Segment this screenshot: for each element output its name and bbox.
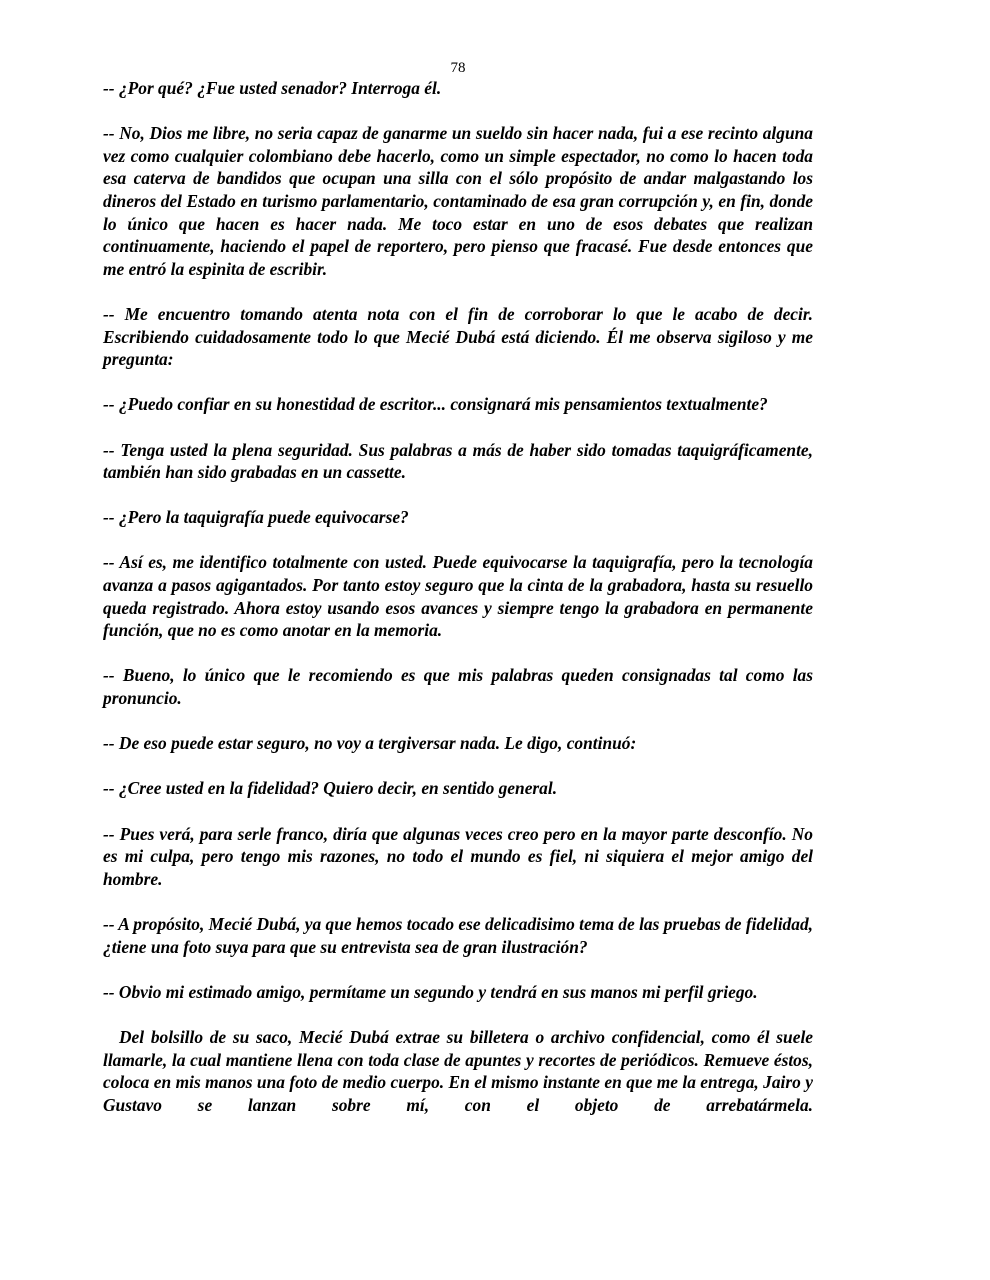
paragraph: -- Tenga usted la plena seguridad. Sus palabras a más de haber sido tomadas taquigráficamente, también han sido grabadas en un cassette. xyxy=(103,439,813,483)
paragraph: -- ¿Cree usted en la fidelidad? Quiero decir, en sentido general. xyxy=(103,778,558,799)
paragraph: -- Me encuentro tomando atenta nota con el fin de corroborar lo que le acabo de decir. Escribiendo cuidadosamente todo lo que Mecié Dubá está diciendo. Él me observa sigiloso y me pregunta: xyxy=(103,303,813,370)
paragraph: -- Pues verá, para serle franco, diría que algunas veces creo pero en la mayor parte desconfío. No es mi culpa, pero tengo mis razones, no todo el mundo es fiel, ni siquiera el mejor amigo del hombre. xyxy=(103,823,813,889)
paragraph: Del bolsillo de su saco, Mecié Dubá extrae su billetera o archivo confidencial, como él suele llamarle, la cual mantiene llena con toda clase de apuntes y recortes de periódicos. Remueve éstos, coloca en mis manos una foto de medio cuerpo. En el mismo instante en que me la entrega, Jairo y Gustavo se lanzan sobre mí, con el objeto de arrebatármela. xyxy=(103,1026,813,1115)
paragraph: -- ¿Por qué? ¿Fue usted senador? Interroga él. xyxy=(103,78,442,98)
paragraph: -- Obvio mi estimado amigo, permítame un segundo y tendrá en sus manos mi perfil griego. xyxy=(103,981,758,1002)
paragraph: -- Así es, me identifico totalmente con usted. Puede equivocarse la taquigrafía, pero la tecnología avanza a pasos agigantados. Por tanto estoy seguro que la cinta de la grabadora, hasta su resuello queda registrado. Ahora estoy usando esos avances y siempre tengo la grabadora en permanente función, que no es como anotar en la memoria. xyxy=(103,552,813,641)
paragraph: -- A propósito, Mecié Dubá, ya que hemos tocado ese delicadisimo tema de las pruebas de fidelidad, ¿tiene una foto suya para que su entrevista sea de gran ilustración? xyxy=(103,913,813,957)
paragraph: -- ¿Puedo confiar en su honestidad de escritor... consignará mis pensamientos textualmente? xyxy=(103,394,768,415)
paragraph: -- Bueno, lo único que le recomiendo es que mis palabras queden consignadas tal como las pronuncio. xyxy=(103,665,813,709)
paragraph: -- ¿Pero la taquigrafía puede equivocarse? xyxy=(103,507,409,528)
paragraph: -- De eso puede estar seguro, no voy a tergiversar nada. Le digo, continuó: xyxy=(103,733,637,754)
paragraph: -- No, Dios me libre, no seria capaz de ganarme un sueldo sin hacer nada, fui a ese recinto alguna vez como cualquier colombiano debe hacerlo, como un simple espectador, no como lo hacen toda esa caterva de bandidos que ocupan una silla con el sólo propósito de andar malgastando los dineros del Estado en turismo parlamentario, contaminado de esa gran corrupción y, en fin, donde lo único que hacen es hacer nada. Me toco estar en uno de esos debates que realizan continuamente, haciendo el papel de reportero, pero pienso que fracasé. Fue desde entonces que me entró la espinita de escribir. xyxy=(103,123,813,279)
page-body-text xyxy=(103,77,813,1116)
page-number: 78 xyxy=(450,60,466,76)
